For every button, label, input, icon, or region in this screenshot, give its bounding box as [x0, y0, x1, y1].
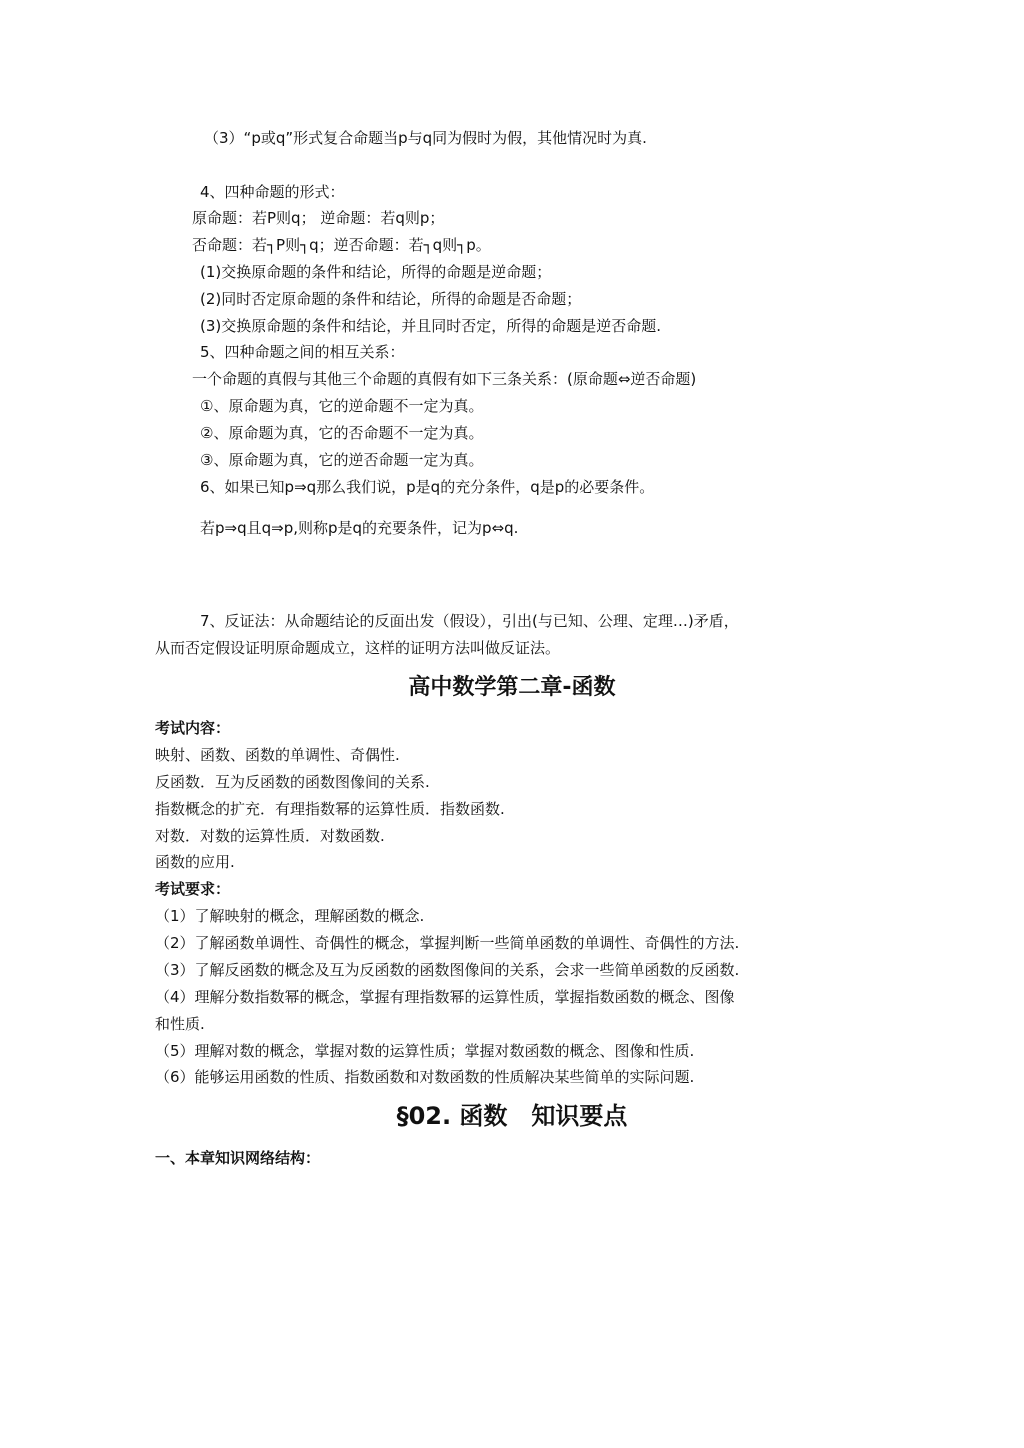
- item-7-line-1: 7、反证法：从命题结论的反面出发（假设），引出(与已知、公理、定理…)矛盾，: [200, 612, 739, 630]
- exam-requirement-item: （6）能够运用函数的性质、指数函数和对数函数的性质解决某些简单的实际问题.: [155, 1068, 695, 1086]
- item-6-iff: 若p⇒q且q⇒p,则称p是q的充要条件，记为p⇔q.: [200, 519, 519, 537]
- exam-requirement-item: 和性质.: [155, 1015, 205, 1033]
- exam-requirement-item: （1）了解映射的概念，理解函数的概念.: [155, 907, 425, 925]
- four-forms-sub-3: (3)交换原命题的条件和结论，并且同时否定，所得的命题是逆否命题.: [200, 317, 662, 335]
- four-forms-line-2: 否命题：若┐P则┐q；逆否命题：若┐q则┐p。: [192, 236, 491, 254]
- exam-requirement-item: （4）理解分数指数幂的概念，掌握有理指数幂的运算性质，掌握指数函数的概念、图像: [155, 988, 735, 1006]
- exam-content-item: 映射、函数、函数的单调性、奇偶性.: [155, 746, 400, 764]
- knowledge-network-heading: 一、本章知识网络结构：: [155, 1149, 321, 1167]
- exam-requirements-heading: 考试要求：: [155, 880, 231, 898]
- four-forms-title: 4、四种命题的形式：: [200, 183, 345, 201]
- relations-intro: 一个命题的真假与其他三个命题的真假有如下三条关系：(原命题⇔逆否命题): [192, 370, 697, 388]
- exam-requirement-item: （2）了解函数单调性、奇偶性的概念，掌握判断一些简单函数的单调性、奇偶性的方法.: [155, 934, 740, 952]
- exam-content-item: 指数概念的扩充．有理指数幂的运算性质．指数函数.: [155, 800, 505, 818]
- four-forms-sub-1: (1)交换原命题的条件和结论，所得的命题是逆命题；: [200, 263, 552, 281]
- item-7-line-2: 从而否定假设证明原命题成立，这样的证明方法叫做反证法。: [155, 639, 561, 657]
- relation-1: ①、原命题为真，它的逆命题不一定为真。: [200, 397, 484, 415]
- item-3-or-proposition: （3）“p或q”形式复合命题当p与q同为假时为假，其他情况时为真.: [204, 129, 647, 147]
- item-6-sufficient-necessary: 6、如果已知p⇒q那么我们说，p是q的充分条件，q是p的必要条件。: [200, 478, 655, 496]
- relations-title: 5、四种命题之间的相互关系：: [200, 343, 405, 361]
- chapter-2-title: 高中数学第二章-函数: [408, 675, 616, 700]
- relation-3: ③、原命题为真，它的逆否命题一定为真。: [200, 451, 484, 469]
- exam-content-item: 反函数．互为反函数的函数图像间的关系.: [155, 773, 430, 791]
- exam-content-item: 对数．对数的运算性质．对数函数.: [155, 827, 385, 845]
- section-02-title: §02. 函数 知识要点: [396, 1102, 628, 1130]
- four-forms-sub-2: (2)同时否定原命题的条件和结论，所得的命题是否命题；: [200, 290, 582, 308]
- relation-2: ②、原命题为真，它的否命题不一定为真。: [200, 424, 484, 442]
- four-forms-line-1: 原命题：若P则q； 逆命题：若q则p；: [192, 209, 445, 227]
- exam-requirement-item: （5）理解对数的概念，掌握对数的运算性质；掌握对数函数的概念、图像和性质.: [155, 1042, 695, 1060]
- exam-content-heading: 考试内容：: [155, 719, 231, 737]
- exam-content-item: 函数的应用.: [155, 853, 235, 871]
- exam-requirement-item: （3）了解反函数的概念及互为反函数的函数图像间的关系，会求一些简单函数的反函数.: [155, 961, 740, 979]
